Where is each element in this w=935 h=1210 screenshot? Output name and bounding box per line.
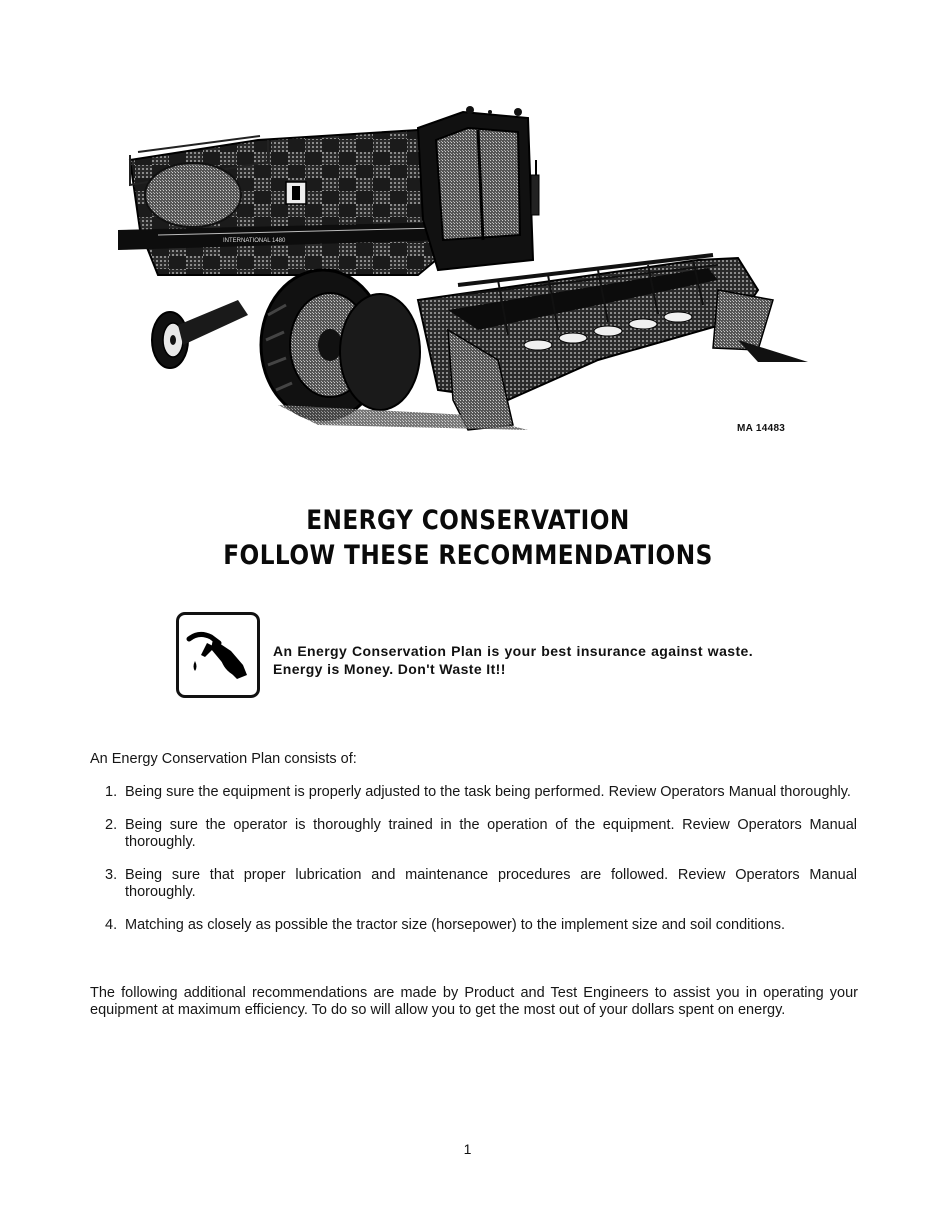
page-title: ENERGY CONSERVATION [306,505,630,536]
page-number: 1 [463,1141,472,1157]
fuel-nozzle-icon [185,631,253,681]
recommendation-list [105,784,857,950]
combine-harvester-illustration [118,100,808,435]
list-item [105,817,857,851]
notice-icon-frame [176,612,260,698]
page-subtitle: FOLLOW THESE RECOMMENDATIONS [223,540,713,571]
list-item [105,784,857,801]
list-item-text: Matching as closely as possible the tractor size (horsepower) to the implement size and soil conditions. [125,917,786,933]
figure-id-label: MA 14483 [737,423,786,434]
list-item-text: Being sure the operator is thoroughly trained in the operation of the equipment. Review Operators Manual thoroughly. [125,817,857,850]
list-item [105,867,857,901]
list-item-number: 1. [105,784,118,800]
notice-message: An Energy Conservation Plan is your best insurance against waste. Energy is Money. Don't Waste It!! [273,643,753,677]
list-item-number: 3. [105,867,118,883]
list-item-text: Being sure the equipment is properly adjusted to the task being performed. Review Operators Manual thoroughly. [125,784,851,800]
list-item-number: 4. [105,917,118,933]
intro-paragraph: An Energy Conservation Plan consists of: [90,751,357,767]
list-item-number: 2. [105,817,118,833]
svg-text:INTERNATIONAL 1480: INTERNATIONAL 1480 [223,238,286,244]
closing-paragraph: The following additional recommendations are made by Product and Test Engineers to assist you in operating your equipment at maximum efficiency. To do so will allow you to get the most out of your dollars spent on energy. [90,985,858,1018]
list-item-text: Being sure that proper lubrication and maintenance procedures are followed. Review Operators Manual thoroughly. [125,867,857,900]
list-item [105,917,857,934]
